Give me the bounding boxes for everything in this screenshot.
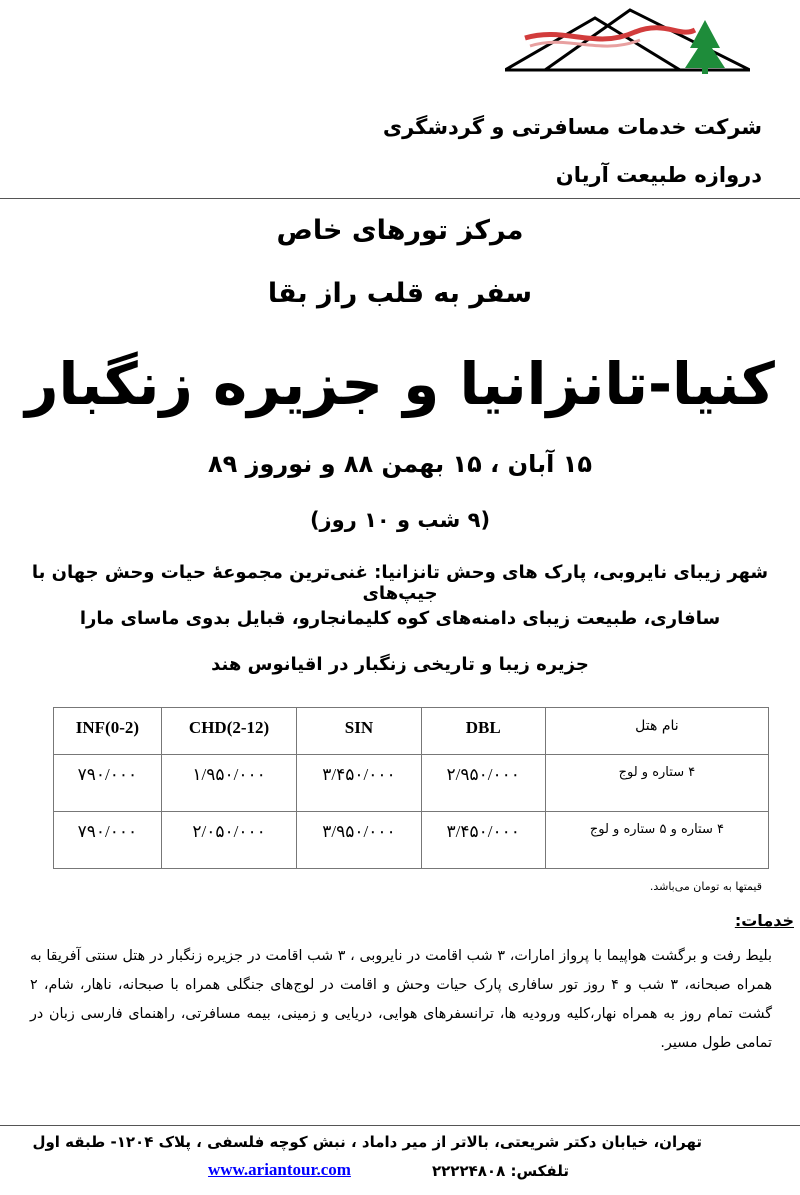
header-hotel: نام هتل — [545, 708, 768, 755]
table-header-row — [54, 708, 769, 755]
company-name: شرکت خدمات مسافرتی و گردشگری — [382, 115, 762, 139]
cell-chd: ۲/۰۵۰/۰۰۰ — [161, 811, 296, 868]
header-inf: INF(0-2) — [54, 708, 162, 755]
header-chd: CHD(2-12) — [161, 708, 296, 755]
price-note: قیمتها به تومان می‌باشد. — [649, 880, 762, 893]
cell-chd: ۱/۹۵۰/۰۰۰ — [161, 754, 296, 811]
cell-inf: ۷۹۰/۰۰۰ — [54, 811, 162, 868]
main-title: کنیا-تانزانیا و جزیره زنگبار — [25, 350, 775, 418]
cell-inf: ۷۹۰/۰۰۰ — [54, 754, 162, 811]
header-sin: SIN — [297, 708, 421, 755]
highlight-line: جزیره زیبا و تاریخی زنگبار در اقیانوس هند — [211, 654, 589, 675]
tour-dates: ۱۵ آبان ، ۱۵ بهمن ۸۸ و نوروز ۸۹ — [208, 450, 592, 478]
footer-address: تهران، خیابان دکتر شریعتی، بالاتر از میر داماد ، نبش کوچه فلسفی ، پلاک ۱۲۰۴- طبقه اول — [32, 1133, 702, 1151]
tour-center-title: مرکز تورهای خاص — [276, 215, 524, 246]
highlight-line: سافاری، طبیعت زیبای دامنه‌های کوه کلیمانجارو، قبایل بدوی ماسای مارا — [79, 608, 721, 629]
tour-slogan: سفر به قلب راز بقا — [267, 278, 533, 309]
price-table — [53, 707, 769, 869]
footer-telfax: تلفکس: ۲۲۲۲۴۸۰۸ — [432, 1162, 569, 1180]
company-logo — [505, 8, 750, 76]
highlight-line: شهر زیبای نایروبی، پارک های وحش تانزانیا: غنی‌ترین مجموعهٔ حیات وحش جهان با جیپ‌های — [31, 562, 769, 604]
services-title: خدمات: — [734, 911, 794, 930]
cell-sin: ۳/۴۵۰/۰۰۰ — [297, 754, 421, 811]
cell-hotel: ۴ ستاره و لوج — [545, 754, 768, 811]
table-row — [54, 811, 769, 868]
header-divider — [0, 198, 800, 199]
services-text: بلیط رفت و برگشت هواپیما با پرواز امارات، ۳ شب اقامت در نایروبی ، ۳ شب اقامت در جزیره زنگبار در هتل سنتی آفریقا به همراه صبحانه، ۳ شب و ۴ روز تور سافاری پارک حیات وحش و اقامت در لوج‌های جنگلی همراه با صبحانه، ناهار، شام، ۲ گشت تمام روز به همراه نهار،کلیه ورودیه ها، ترانسفرهای هوایی، دریایی و زمینی، بیمه مسافرتی، راهنمای فارسی زبان در تمامی طول مسیر. — [30, 948, 773, 1051]
cell-sin: ۳/۹۵۰/۰۰۰ — [297, 811, 421, 868]
cell-dbl: ۲/۹۵۰/۰۰۰ — [421, 754, 545, 811]
website-link[interactable]: www.ariantour.com — [208, 1160, 351, 1179]
tour-duration: (۹ شب و ۱۰ روز) — [309, 508, 491, 532]
cell-hotel: ۴ ستاره و ۵ ستاره و لوج — [545, 811, 768, 868]
company-subtitle: دروازه طبیعت آریان — [555, 163, 762, 187]
cell-dbl: ۳/۴۵۰/۰۰۰ — [421, 811, 545, 868]
header-dbl: DBL — [421, 708, 545, 755]
table-row — [54, 754, 769, 811]
footer-divider — [0, 1125, 800, 1126]
